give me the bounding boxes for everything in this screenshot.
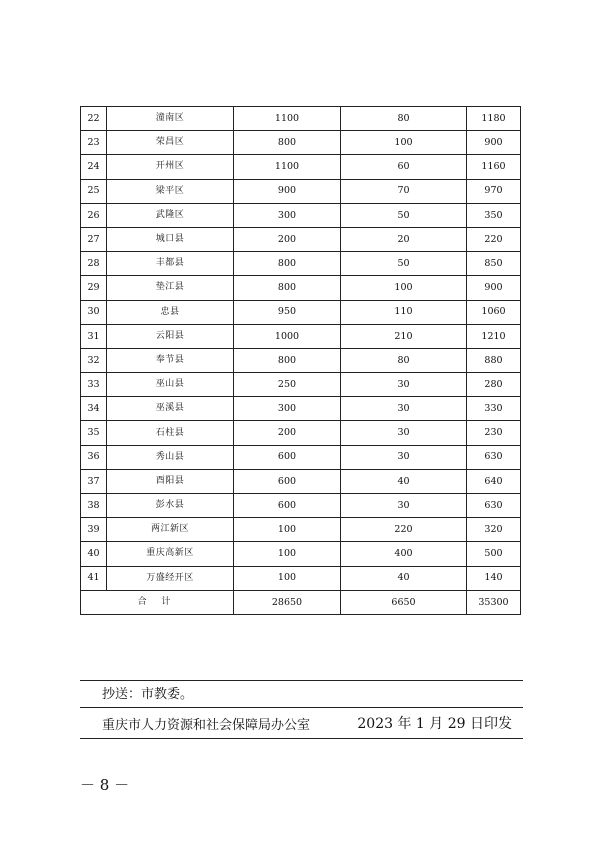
row-value-a: 950 [234, 300, 341, 324]
row-value-b: 60 [341, 155, 467, 179]
row-index: 27 [81, 227, 107, 251]
row-value-b: 30 [341, 445, 467, 469]
row-area: 荣昌区 [107, 131, 234, 155]
row-value-a: 100 [234, 542, 341, 566]
row-value-b: 100 [341, 276, 467, 300]
row-value-a: 600 [234, 445, 341, 469]
row-value-b: 80 [341, 107, 467, 131]
row-value-b: 50 [341, 252, 467, 276]
table-row [81, 252, 521, 276]
table-row [81, 469, 521, 493]
row-value-a: 1100 [234, 155, 341, 179]
table-row [81, 518, 521, 542]
row-value-c: 350 [467, 203, 521, 227]
row-value-a: 800 [234, 252, 341, 276]
page-number: － 8 － [80, 776, 130, 794]
row-index: 37 [81, 469, 107, 493]
row-value-b: 20 [341, 227, 467, 251]
table-row [81, 131, 521, 155]
row-value-b: 30 [341, 421, 467, 445]
cc-top-rule [80, 680, 523, 681]
row-value-c: 850 [467, 252, 521, 276]
row-value-a: 300 [234, 397, 341, 421]
row-value-c: 900 [467, 276, 521, 300]
table-row [81, 179, 521, 203]
row-value-b: 70 [341, 179, 467, 203]
table-row [81, 324, 521, 348]
row-area: 垫江县 [107, 276, 234, 300]
row-index: 23 [81, 131, 107, 155]
allocation-table [80, 106, 521, 615]
row-index: 39 [81, 518, 107, 542]
row-area: 彭水县 [107, 494, 234, 518]
row-value-a: 300 [234, 203, 341, 227]
footer-bottom-rule [80, 738, 523, 739]
table-row [81, 566, 521, 590]
row-value-c: 630 [467, 445, 521, 469]
row-value-a: 800 [234, 348, 341, 372]
row-area: 梁平区 [107, 179, 234, 203]
row-area: 潼南区 [107, 107, 234, 131]
row-index: 35 [81, 421, 107, 445]
table-row [81, 421, 521, 445]
table-row [81, 276, 521, 300]
table-row [81, 107, 521, 131]
table-row [81, 494, 521, 518]
row-value-c: 640 [467, 469, 521, 493]
row-value-b: 40 [341, 566, 467, 590]
row-value-a: 200 [234, 421, 341, 445]
table-row [81, 155, 521, 179]
row-value-b: 50 [341, 203, 467, 227]
row-value-b: 220 [341, 518, 467, 542]
table-row [81, 397, 521, 421]
row-value-b: 30 [341, 397, 467, 421]
row-value-b: 30 [341, 494, 467, 518]
row-value-a: 100 [234, 518, 341, 542]
row-area: 石柱县 [107, 421, 234, 445]
row-area: 巫山县 [107, 373, 234, 397]
row-area: 巫溪县 [107, 397, 234, 421]
row-value-b: 40 [341, 469, 467, 493]
row-area: 城口县 [107, 227, 234, 251]
row-area: 万盛经开区 [107, 566, 234, 590]
row-index: 34 [81, 397, 107, 421]
row-value-b: 400 [341, 542, 467, 566]
cc-line: 抄送：市教委。 [102, 687, 194, 702]
row-index: 36 [81, 445, 107, 469]
issuing-office: 重庆市人力资源和社会保障局办公室 [102, 718, 311, 733]
table-row [81, 227, 521, 251]
row-value-b: 210 [341, 324, 467, 348]
row-value-a: 600 [234, 469, 341, 493]
row-area: 云阳县 [107, 324, 234, 348]
row-index: 26 [81, 203, 107, 227]
total-value-a: 28650 [234, 590, 341, 614]
row-value-c: 1210 [467, 324, 521, 348]
row-value-c: 330 [467, 397, 521, 421]
row-value-c: 900 [467, 131, 521, 155]
row-index: 22 [81, 107, 107, 131]
row-index: 30 [81, 300, 107, 324]
table-row [81, 300, 521, 324]
issue-date: 2023 年 1 月 29 日印发 [357, 716, 512, 732]
row-value-c: 1060 [467, 300, 521, 324]
table-row [81, 203, 521, 227]
row-value-c: 140 [467, 566, 521, 590]
row-value-b: 80 [341, 348, 467, 372]
row-value-c: 1160 [467, 155, 521, 179]
table-row [81, 348, 521, 372]
total-label: 合 计 [81, 590, 234, 614]
row-value-a: 800 [234, 131, 341, 155]
row-area: 重庆高新区 [107, 542, 234, 566]
row-value-c: 630 [467, 494, 521, 518]
row-area: 奉节县 [107, 348, 234, 372]
row-value-a: 1000 [234, 324, 341, 348]
row-area: 开州区 [107, 155, 234, 179]
row-index: 33 [81, 373, 107, 397]
row-area: 忠县 [107, 300, 234, 324]
row-value-c: 230 [467, 421, 521, 445]
row-value-c: 320 [467, 518, 521, 542]
row-index: 29 [81, 276, 107, 300]
row-area: 酉阳县 [107, 469, 234, 493]
row-index: 24 [81, 155, 107, 179]
row-index: 41 [81, 566, 107, 590]
total-value-b: 6650 [341, 590, 467, 614]
row-index: 28 [81, 252, 107, 276]
table-body [81, 107, 521, 615]
row-value-a: 100 [234, 566, 341, 590]
row-value-c: 220 [467, 227, 521, 251]
row-value-a: 250 [234, 373, 341, 397]
row-value-b: 30 [341, 373, 467, 397]
table-row [81, 542, 521, 566]
row-value-c: 1180 [467, 107, 521, 131]
row-value-c: 880 [467, 348, 521, 372]
row-index: 40 [81, 542, 107, 566]
row-value-c: 500 [467, 542, 521, 566]
row-value-a: 200 [234, 227, 341, 251]
row-index: 25 [81, 179, 107, 203]
row-index: 31 [81, 324, 107, 348]
row-value-a: 600 [234, 494, 341, 518]
table-row [81, 373, 521, 397]
row-area: 武隆区 [107, 203, 234, 227]
row-value-b: 100 [341, 131, 467, 155]
row-value-c: 280 [467, 373, 521, 397]
row-index: 32 [81, 348, 107, 372]
row-value-a: 1100 [234, 107, 341, 131]
row-value-a: 900 [234, 179, 341, 203]
row-index: 38 [81, 494, 107, 518]
row-area: 丰都县 [107, 252, 234, 276]
table-row [81, 445, 521, 469]
row-value-b: 110 [341, 300, 467, 324]
total-row [81, 590, 521, 614]
cc-bottom-rule [80, 707, 523, 708]
row-value-c: 970 [467, 179, 521, 203]
row-area: 秀山县 [107, 445, 234, 469]
row-area: 两江新区 [107, 518, 234, 542]
total-value-c: 35300 [467, 590, 521, 614]
row-value-a: 800 [234, 276, 341, 300]
